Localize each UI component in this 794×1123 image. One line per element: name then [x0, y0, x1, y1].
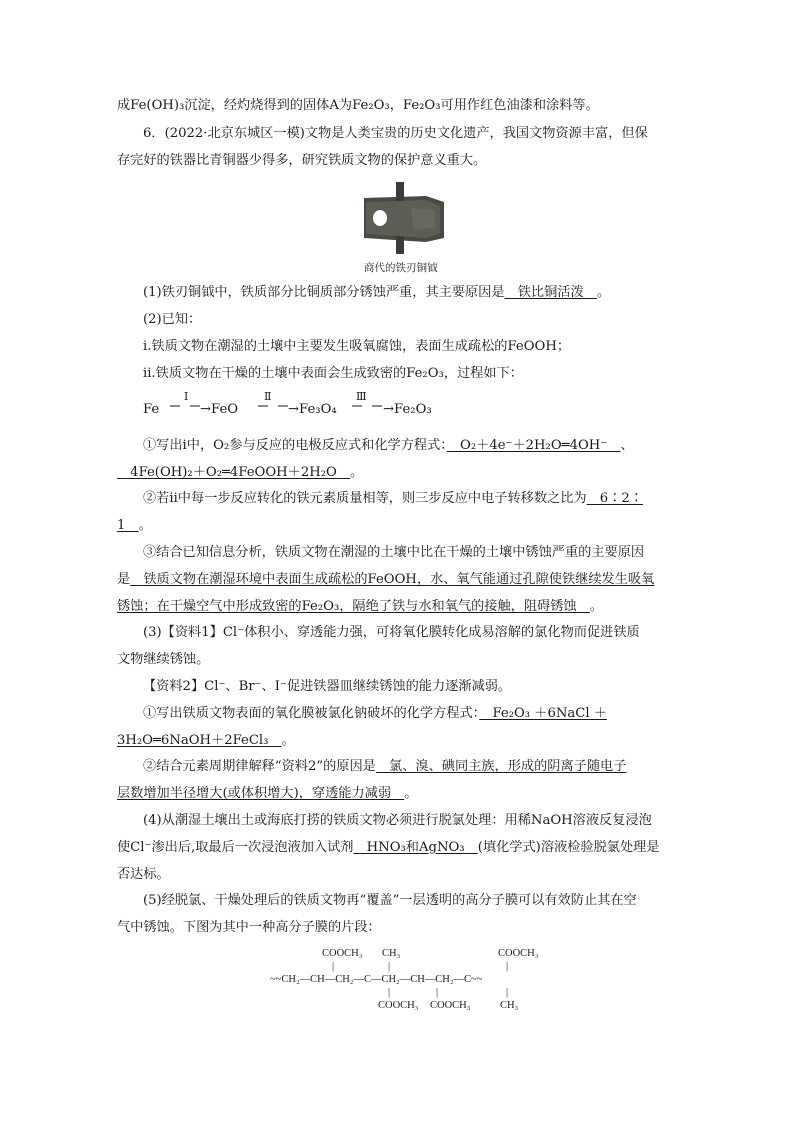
question-3: (3)【资料1】Cl⁻体积小、穿透能力强，可将氧化膜转化成易溶解的氯化物而促进铁质 — [143, 625, 640, 640]
bronze-axe-image — [356, 180, 448, 256]
image-caption: 商代的铁刃铜钺 — [364, 262, 438, 274]
answer-2-2a: 6∶2∶ — [586, 491, 643, 506]
answer-2-3a: 铁质文物在潮湿环境中表面生成疏松的FeOOH，水、氧气能通过孔隙使铁继续发生吸氧 — [130, 572, 655, 587]
substituent-top-1: COOCH₃ — [322, 948, 363, 959]
known-ii: ⅱ.铁质文物在干燥的土壤中表面会生成致密的Fe₂O₃，过程如下： — [143, 366, 523, 381]
substituent-top-3: COOCH₃ — [498, 948, 539, 959]
text-line: 文物继续锈蚀。 — [117, 652, 210, 667]
product-feo: →FeO — [200, 402, 239, 417]
substituent-top-2: CH₃ — [382, 948, 401, 959]
text-line: 气中锈蚀。下图为其中一种高分子膜的片段： — [117, 920, 381, 935]
question-3-1-cont: 3H₂O═6NaOH＋2FeCl₃ 。 — [117, 733, 295, 748]
material-2: 【资料2】Cl⁻、Br⁻、I⁻促进铁器皿继续锈蚀的能力逐渐减弱。 — [143, 679, 512, 694]
answer-4: HNO₃和AgNO₃ — [353, 840, 478, 855]
polymer-structure: COOCH₃ CH₃ COOCH₃ | | | ~~CH₂—CH—CH₂—C—CH₂—CH—CH₂—C~~ | | | COOCH₃ COOCH₃ CH₃ — [270, 948, 539, 1011]
question-3-2: ②结合元素周期律解释“资料2”的原因是 氯、溴、碘同主族，形成的阴离子随电子 — [143, 759, 627, 774]
question-5: (5)经脱氯、干燥处理后的铁质文物再“覆盖”一层透明的高分子膜可以有效防止其在空 — [143, 893, 637, 908]
answer-3-2a: 氯、溴、碘同主族，形成的阴离子随电子 — [375, 759, 627, 774]
polymer-chain: ~~CH₂—CH—CH₂—C—CH₂—CH—CH₂—C~~ — [270, 974, 483, 985]
question-2-1: ①写出ⅰ中，O₂参与反应的电极反应式和化学方程式： O₂＋4e⁻＋2H₂O═4OH⁻ 、 — [143, 438, 634, 453]
question-4-cont: 使Cl⁻渗出后,取最后一次浸泡液加入试剂 HNO₃和AgNO₃ (填化学式)溶液检验脱氯处理是 — [117, 840, 660, 855]
question-3-2-cont: 层数增加半径增大(或体积增大)，穿透能力减弱 。 — [117, 786, 418, 801]
answer-3-1b: 3H₂O═6NaOH＋2FeCl₃ — [117, 733, 282, 748]
answer-2-1a: O₂＋4e⁻＋2H₂O═4OH⁻ — [446, 438, 621, 453]
question-2-3-cont: 是 铁质文物在潮湿环境中表面生成疏松的FeOOH，水、氧气能通过孔隙使铁继续发生吸氧 — [117, 572, 655, 587]
step-1-label: Ⅰ — [184, 390, 189, 403]
question-2-2-cont: 1 。 — [117, 518, 152, 533]
question-1: (1)铁刃铜钺中，铁质部分比铜质部分锈蚀严重，其主要原因是 铁比铜活泼 。 — [143, 285, 611, 300]
known-i: ⅰ.铁质文物在潮湿的土壤中主要发生吸氧腐蚀，表面生成疏松的FeOOH； — [143, 339, 571, 354]
product-fe3o4: →Fe₃O₄ — [288, 402, 337, 417]
question-2-2: ②若ⅱ中每一步反应转化的铁元素质量相等，则三步反应中电子转移数之比为 6∶2∶ — [143, 491, 643, 506]
answer-2-1b: 4Fe(OH)₂＋O₂═4FeOOH＋2H₂O — [117, 465, 351, 480]
question-4: (4)从潮湿土壤出土或海底打捞的铁质文物必须进行脱氯处理：用稀NaOH溶液反复浸泡 — [143, 813, 652, 828]
answer-2-3b: 锈蚀；在干燥空气中形成致密的Fe₂O₃，隔绝了铁与水和氧气的接触，阻碍锈蚀 — [117, 599, 590, 614]
product-fe2o3: →Fe₂O₃ — [383, 402, 432, 417]
question-2-3: ③结合已知信息分析，铁质文物在潮湿的土壤中比在干燥的土壤中锈蚀严重的主要原因 — [143, 545, 645, 560]
text-line: 成Fe(OH)₃沉淀，经灼烧得到的固体A为Fe₂O₃，Fe₂O₃可用作红色油漆和涂料等。 — [117, 98, 599, 113]
substituent-bottom-3: CH₃ — [500, 1000, 519, 1011]
text-line: 否达标。 — [117, 867, 170, 882]
answer-3-2b: 层数增加半径增大(或体积增大)，穿透能力减弱 — [117, 786, 405, 801]
substituent-bottom-1: COOCH₃ — [378, 1000, 419, 1011]
question-3-1: ①写出铁质文物表面的氧化膜被氯化钠破坏的化学方程式： Fe₂O₃ ＋6NaCl ＋ — [143, 706, 607, 721]
question-2-1-cont: 4Fe(OH)₂＋O₂═4FeOOH＋2H₂O 。 — [117, 465, 364, 480]
step-2-label: Ⅱ — [264, 390, 272, 403]
question-2-3-cont2: 锈蚀；在干燥空气中形成致密的Fe₂O₃，隔绝了铁与水和氧气的接触，阻碍锈蚀 。 — [117, 599, 603, 614]
reaction-scheme: Fe — [143, 402, 160, 417]
answer-1: 铁比铜活泼 — [504, 285, 597, 300]
text-line: 存完好的铁器比青铜器少得多，研究铁质文物的保护意义重大。 — [117, 153, 487, 168]
question-6-header: 6．(2022·北京东城区一模)文物是人类宝贵的历史文化遗产，我国文物资源丰富，但保 — [143, 126, 648, 141]
question-2: (2)已知： — [143, 312, 202, 327]
answer-2-2b: 1 — [117, 518, 139, 533]
substituent-bottom-2: COOCH₃ — [430, 1000, 471, 1011]
answer-3-1a: Fe₂O₃ ＋6NaCl ＋ — [479, 706, 607, 721]
step-3-label: Ⅲ — [356, 390, 367, 403]
